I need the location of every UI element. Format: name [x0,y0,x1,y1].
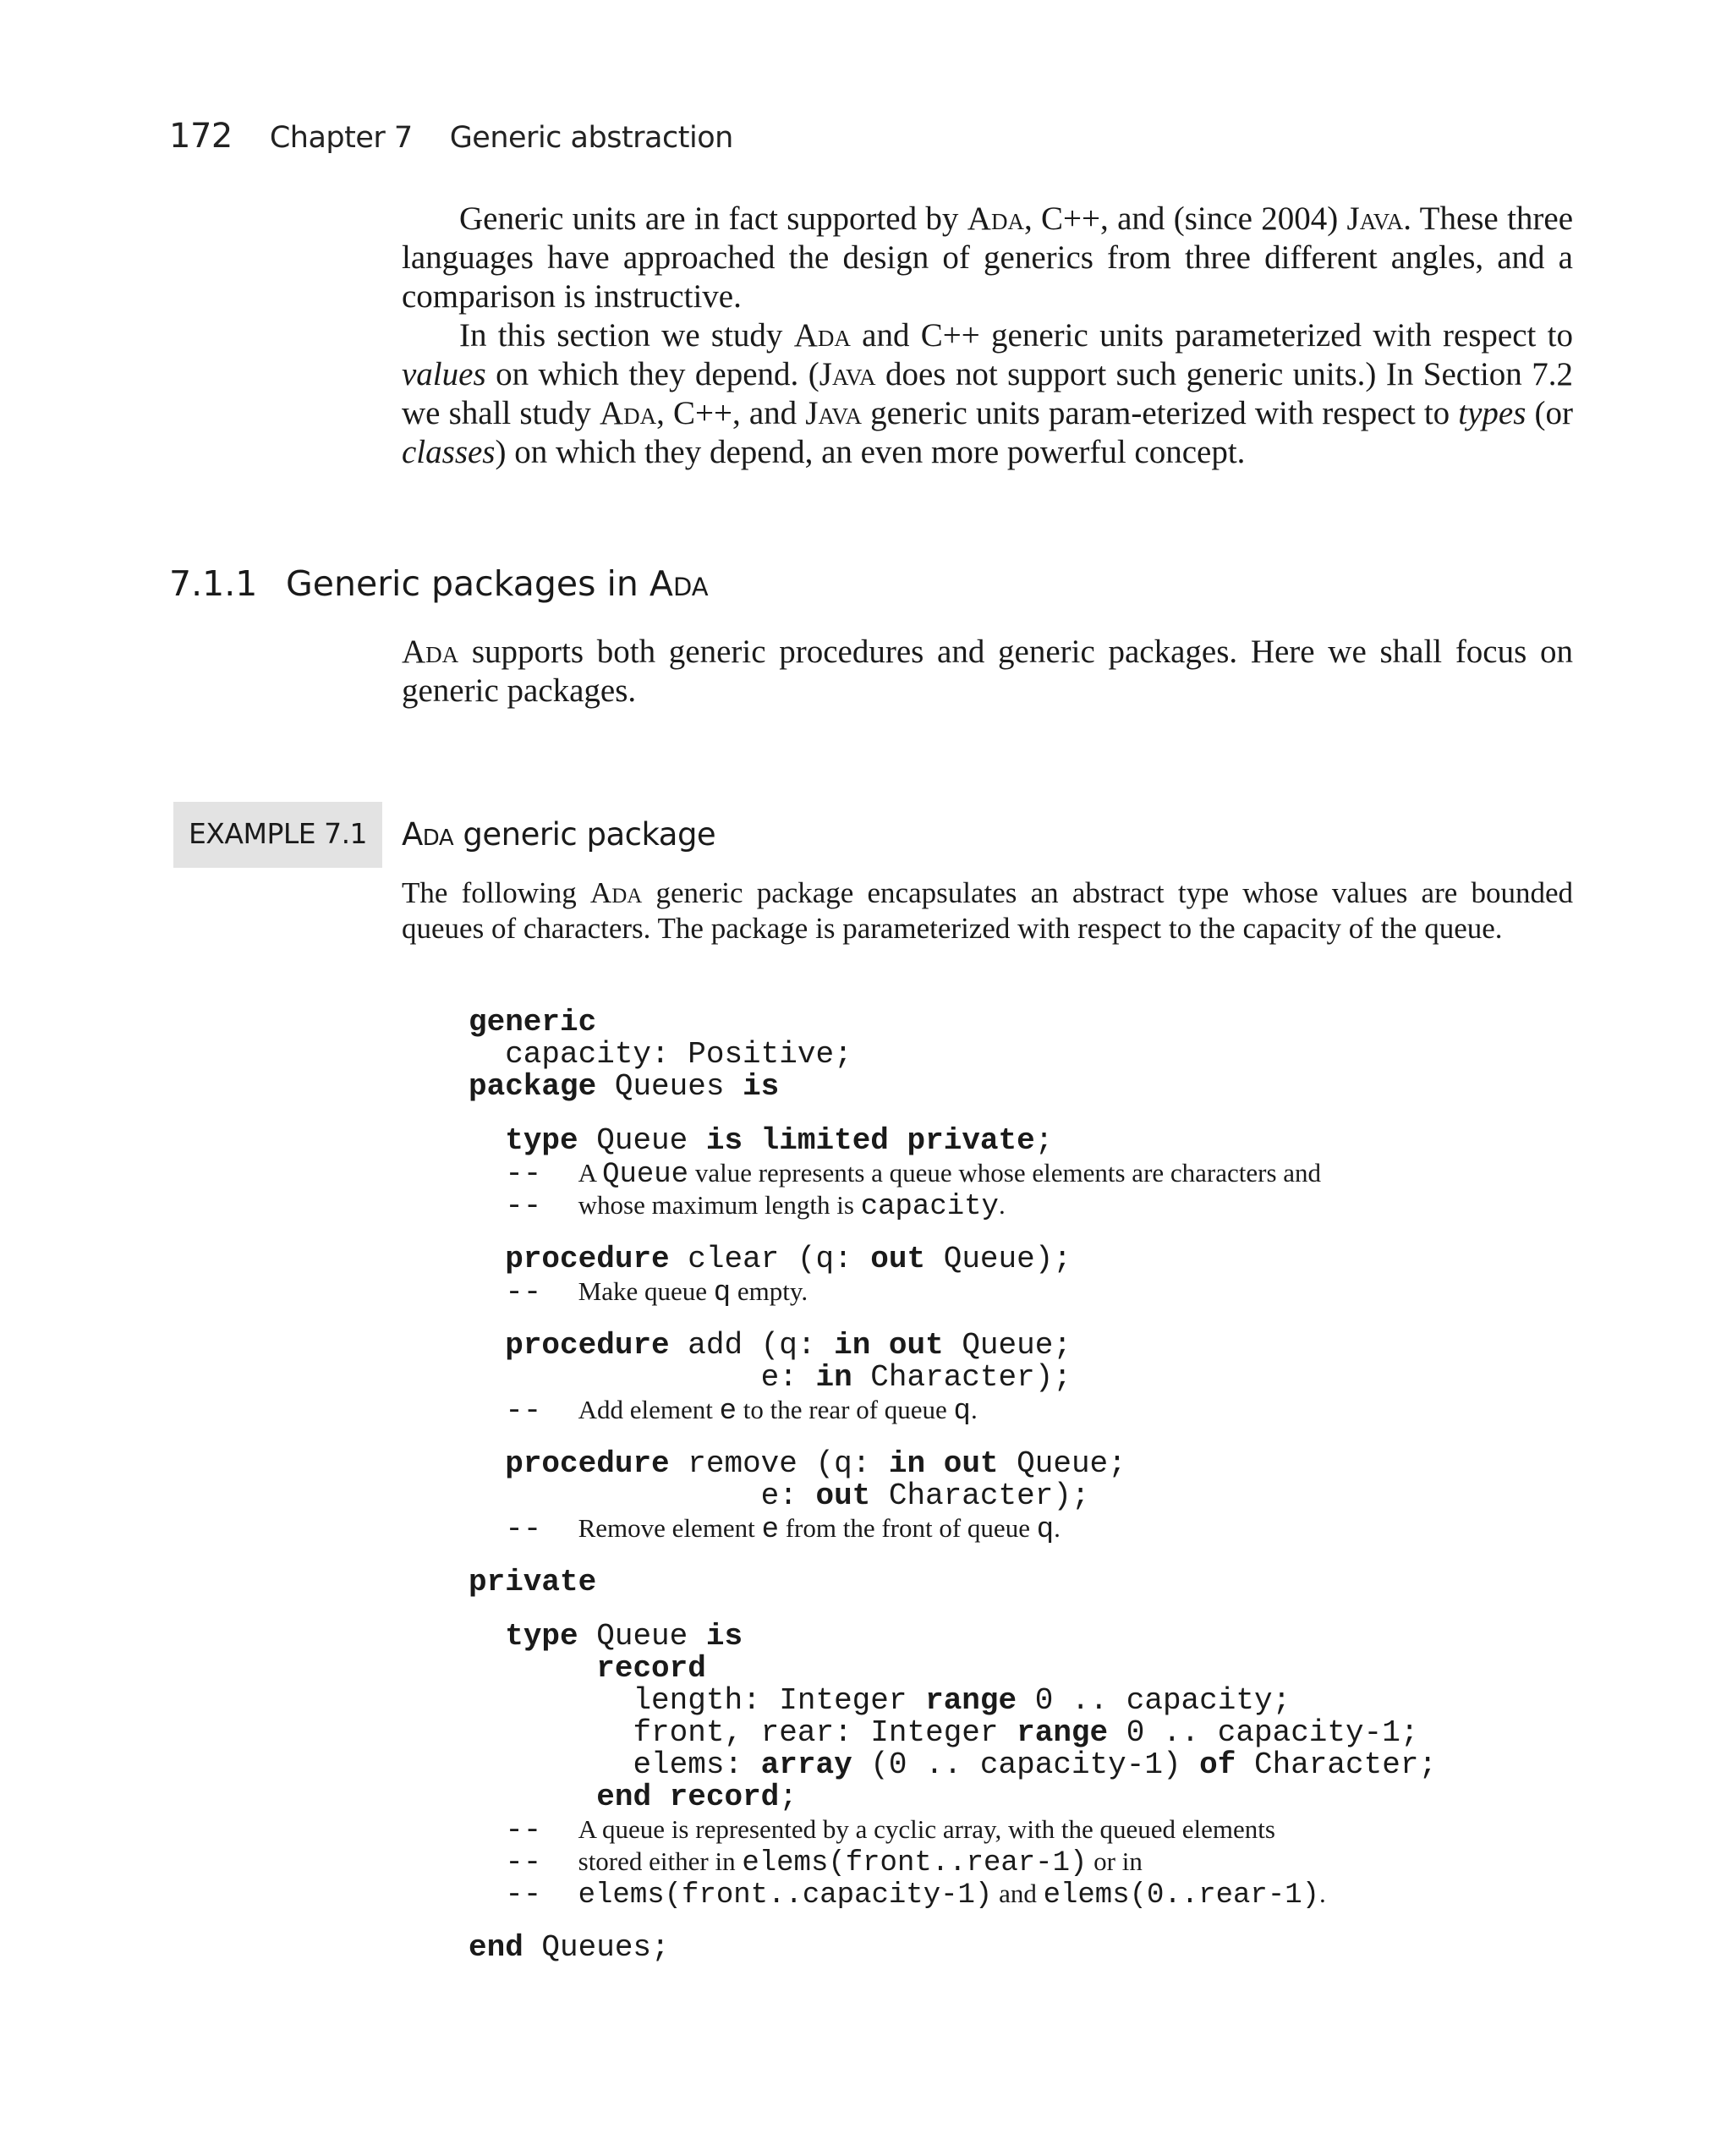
code-comment: -- stored either in elems(front..rear-1) or in [469,1845,1143,1879]
code-line: private [469,1565,597,1599]
intro-paragraph-2: In this section we study Ada and C++ generic units parameterized with respect to values on which they depend. (Java does not support such generic units.) In Section 7.2 we shall study Ada, C++, and Java generic units param-eterized with respect to types (or classes) on which they depend, an even more powerful concept. [402,317,1574,470]
code-comment: -- A queue is represented by a cyclic array, with the queued elements [469,1813,1275,1847]
section-number: 7.1.1 [169,563,258,604]
code-line: end record; [596,1780,797,1814]
code-line: procedure remove (q: in out Queue; [505,1446,1126,1481]
code-listing [469,1007,1437,1964]
code-line: procedure add (q: in out Queue; [505,1328,1072,1363]
running-header [169,117,733,156]
chapter-label: Chapter 7 [269,121,413,155]
page-number: 172 [169,117,233,156]
code-comment: -- elems(front..capacity-1) and elems(0..rear-1). [469,1877,1326,1912]
example-description: The following Ada generic package encapsulates an abstract type whose values are bounded queues of characters. The package is parameterized with respect to the capacity of the queue. [402,876,1573,945]
code-line: e: in Character); [760,1360,1072,1395]
code-comment: -- Remove element e from the front of queue q. [469,1511,1061,1546]
code-comment: -- whose maximum length is capacity. [469,1188,1006,1223]
code-line: generic [469,1005,597,1040]
code-comment: -- Make queue q empty. [469,1275,808,1309]
code-line: package Queues is [469,1069,780,1104]
code-line: length: Integer range 0 .. capacity; [633,1683,1291,1718]
chapter-title: Generic abstraction [449,121,733,155]
code-line: type Queue is limited private; [505,1123,1054,1158]
intro-section [402,200,1573,472]
code-line: record [596,1651,706,1686]
code-comment: -- A Queue value represents a queue whose elements are characters and [469,1156,1322,1191]
code-line: e: out Character); [760,1478,1090,1513]
section-text: Ada supports both generic procedures and generic packages. Here we shall focus on generic packages. [402,634,1573,709]
code-line: end Queues; [469,1930,670,1965]
code-line: procedure clear (q: out Queue); [505,1242,1072,1276]
code-line: type Queue is [505,1619,743,1654]
code-line: elems: array (0 .. capacity-1) of Character; [633,1747,1438,1782]
code-line: capacity: Positive; [469,1037,852,1072]
example-title: Ada generic package [402,816,716,853]
example-label: EXAMPLE 7.1 [188,817,368,850]
code-line: front, rear: Integer range 0 .. capacity-1; [633,1715,1419,1750]
intro-paragraph-1: Generic units are in fact supported by Ada, C++, and (since 2004) Java. These three languages have approached the design of generics from three different angles, and a comparison is instructive. [402,200,1574,315]
section-title: Generic packages in Ada [286,563,709,604]
code-comment: -- Add element e to the rear of queue q. [469,1393,978,1428]
